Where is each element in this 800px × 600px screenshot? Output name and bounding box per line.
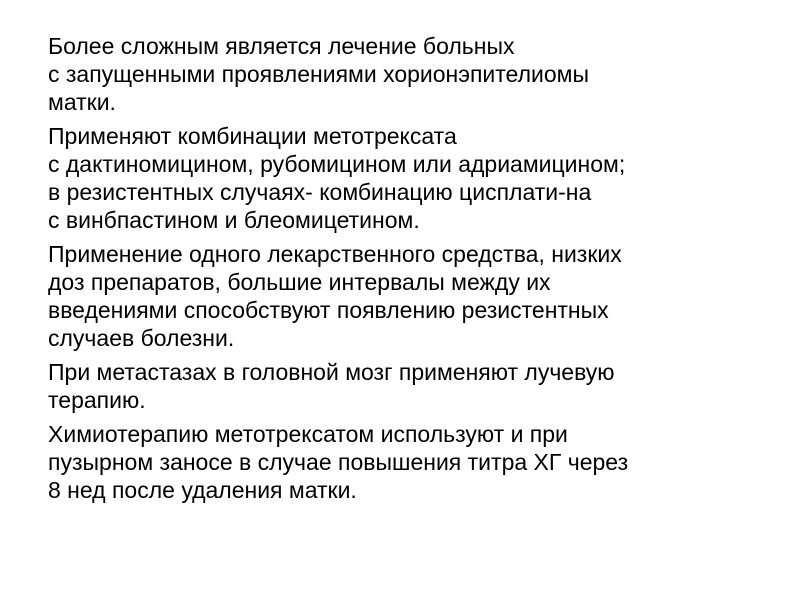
paragraph-line: Применяют комбинации метотрексата bbox=[48, 123, 457, 149]
paragraph-line: с дактиномицином, рубомицином или адриамицином; bbox=[48, 151, 626, 177]
paragraph-line: с винбпастином и блеомицетином. bbox=[48, 207, 420, 233]
paragraph-line: 8 нед после удаления матки. bbox=[48, 477, 357, 503]
paragraph-line: При метастазах в головной мозг применяют лучевую bbox=[48, 359, 615, 385]
paragraph-line: случаев болезни. bbox=[48, 325, 235, 351]
paragraph-line: пузырном заносе в случае повышения титра ХГ через bbox=[48, 449, 629, 475]
paragraph-line: введениями способствуют появлению резистентных bbox=[48, 297, 609, 323]
paragraph-line: доз препаратов, большие интервалы между их bbox=[48, 269, 551, 295]
paragraph-line: матки. bbox=[48, 89, 116, 115]
paragraph-line: терапию. bbox=[48, 387, 146, 413]
paragraph-5 bbox=[48, 420, 768, 504]
paragraph-line: Применение одного лекарственного средства, низких bbox=[48, 241, 622, 267]
paragraph-1 bbox=[48, 32, 768, 116]
paragraph-line: с запущенными проявлениями хорионэпителиомы bbox=[48, 61, 589, 87]
paragraph-line: Химиотерапию метотрексатом используют и при bbox=[48, 421, 568, 447]
paragraph-4 bbox=[48, 358, 768, 414]
paragraph-3 bbox=[48, 240, 768, 352]
paragraph-line: Более сложным является лечение больных bbox=[48, 33, 515, 59]
paragraph-line: в резистентных случаях- комбинацию цисплати-на bbox=[48, 179, 592, 205]
paragraph-2 bbox=[48, 122, 768, 234]
slide-body bbox=[48, 32, 768, 510]
